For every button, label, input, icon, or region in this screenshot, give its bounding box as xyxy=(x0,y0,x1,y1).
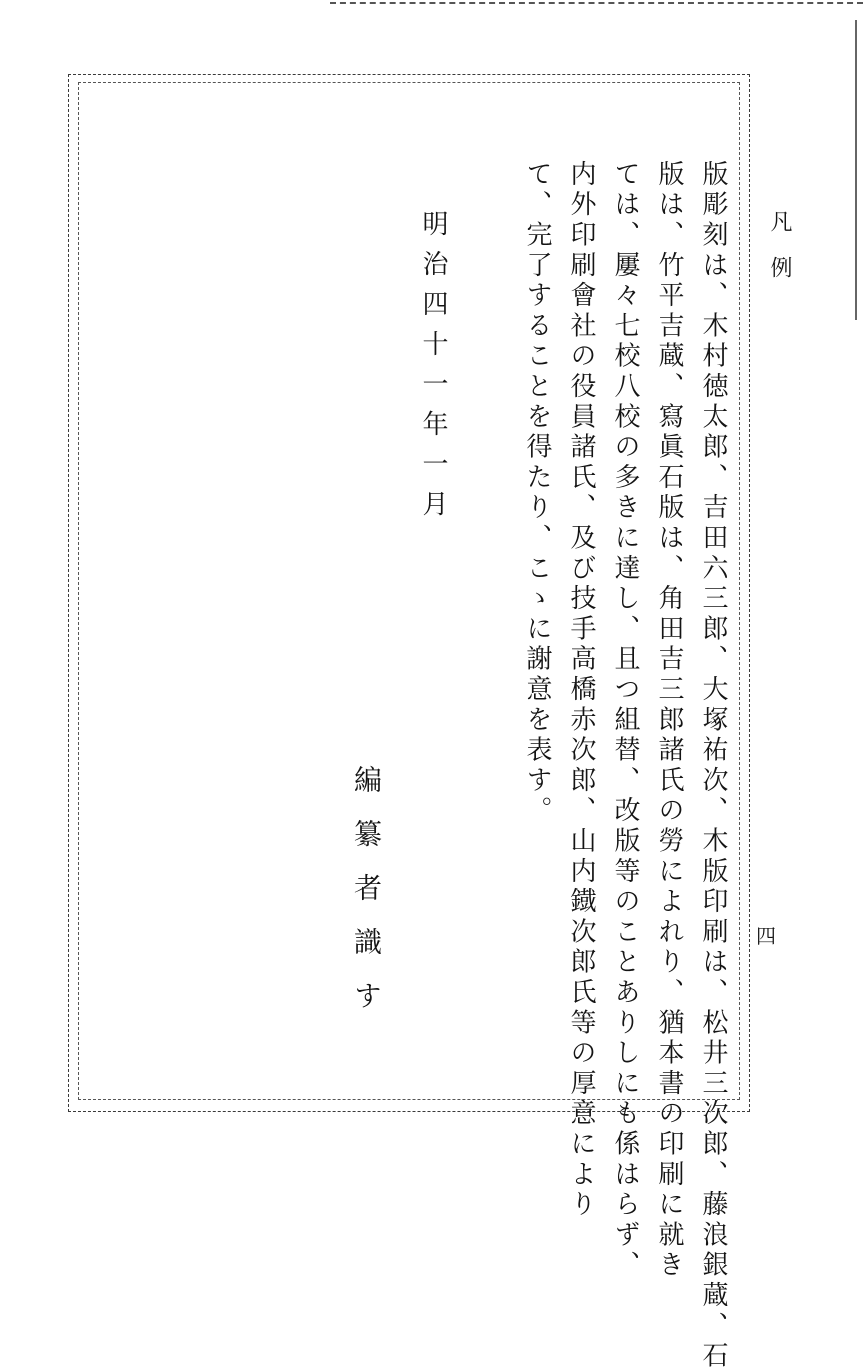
body-line-1: 版彫刻は、木村徳太郎、吉田六三郎、大塚祐次、木版印刷は、松井三次郎、藤浪銀蔵、石 xyxy=(698,160,728,1372)
body-line-5: て、完了することを得たり、こゝに謝意を表す。 xyxy=(522,160,552,827)
body-line-4: 内外印刷會社の役員諸氏、及び技手高橋赤次郎、山内鐡次郎氏等の厚意により xyxy=(566,160,596,1221)
page-number: 四 xyxy=(756,924,776,948)
date-line: 明治四十一年一月 xyxy=(418,210,448,530)
top-rule xyxy=(330,2,863,4)
body-line-2: 版は、竹平吉蔵、寫眞石版は、角田吉三郎諸氏の勞によれり、猶本書の印刷に就き xyxy=(654,160,684,1282)
author-signature: 編纂者識す xyxy=(350,765,383,1035)
body-line-3: ては、屢々七校八校の多きに達し、且つ組替、改版等のことありしにも係はらず、 xyxy=(610,160,640,1282)
page-edge xyxy=(855,20,857,320)
header-title: 凡例 xyxy=(767,210,792,302)
page-border-inner xyxy=(78,82,740,1100)
